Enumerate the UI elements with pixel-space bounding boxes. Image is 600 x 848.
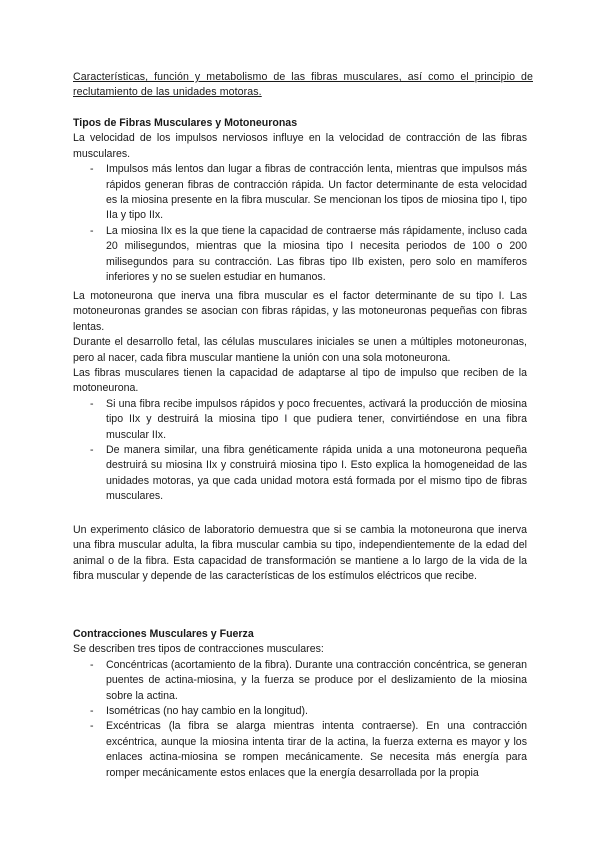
paragraph: La motoneurona que inerva una fibra muscular es el factor determinante de su tipo I. Las motoneuronas grandes se asocian con fibras rápidas, y las motoneuronas pequeñas con fibras lentas. [73, 290, 527, 333]
section-motoneuron [73, 289, 527, 505]
list-item: - Excéntricas (la fibra se alarga mientras intenta contraerse). En una contracción excéntrica, aunque la miosina intenta tirar de la actina, la fuerza externa es mayor y los enlaces actina-miosina se rompen mecánicamente. Se necesita más energía para romper mecánicamente estos enlaces que la energía desarrollada por la propia [73, 719, 527, 781]
paragraph: Las fibras musculares tienen la capacidad de adaptarse al tipo de impulso que reciben de la motoneurona. [73, 367, 527, 395]
list-item: - La miosina IIx es la que tiene la capacidad de contraerse más rápidamente, incluso cada 20 milisegundos, mientras que la miosina tipo I necesita periodos de 100 o 200 milisegundos para su contracción. Las fibras tipo IIb existen, pero solo en mamíferos inferiores y no se suelen estudiar en humanos. [73, 224, 527, 286]
list-item: - De manera similar, una fibra genéticamente rápida unida a una motoneurona pequeña destruirá su miosina IIx y construirá miosina tipo I. Esto explica la homogeneidad de las unidades motoras, ya que cada unidad motora está formada por el mismo tipo de fibras musculares. [73, 443, 527, 505]
document-title: Características, función y metabolismo de las fibras musculares, así como el principio de reclutamiento de las unidades motoras. [73, 71, 533, 99]
section-fiber-types [73, 116, 527, 285]
paragraph: Durante el desarrollo fetal, las células musculares iniciales se unen a múltiples motoneuronas, pero al nacer, cada fibra muscular mantiene la unión con una sola motoneurona. [73, 336, 527, 364]
section-contractions [73, 627, 527, 781]
section-experiment [73, 523, 527, 585]
section-heading: Contracciones Musculares y Fuerza [73, 628, 254, 640]
list-item: - Concéntricas (acortamiento de la fibra). Durante una contracción concéntrica, se generan puentes de actina-miosina, y la fuerza se produce por el deslizamiento de la miosina sobre la actina. [73, 658, 527, 704]
bullet-list [73, 658, 527, 781]
list-item: - Impulsos más lentos dan lugar a fibras de contracción lenta, mientras que impulsos más rápidos generan fibras de contracción rápida. Un factor determinante de esta velocidad es la miosina presente en la fibra muscular. Se mencionan los tipos de miosina tipo I, tipo IIa y tipo IIx. [73, 162, 527, 224]
list-item: - Isométricas (no hay cambio en la longitud). [73, 704, 527, 719]
paragraph: Se describen tres tipos de contracciones musculares: [73, 643, 324, 656]
list-item: - Si una fibra recibe impulsos rápidos y poco frecuentes, activará la producción de miosina tipo IIx y destruirá la miosina tipo I que pudiera tener, convirtiéndose en una fibra muscular IIx. [73, 397, 527, 443]
paragraph: La velocidad de los impulsos nerviosos influye en la velocidad de contracción de las fibras musculares. [73, 132, 527, 160]
section-heading: Tipos de Fibras Musculares y Motoneuronas [73, 117, 298, 129]
bullet-list [73, 162, 527, 285]
bullet-list [73, 397, 527, 505]
paragraph: Un experimento clásico de laboratorio demuestra que si se cambia la motoneurona que inerva una fibra muscular adulta, la fibra muscular cambia su tipo, independientemente de la edad del animal o de la fibra. Esta capacidad de transformación se mantiene a lo largo de la vida de la fibra muscular y depende de las características de los estímulos eléctricos que recibe. [73, 524, 527, 583]
